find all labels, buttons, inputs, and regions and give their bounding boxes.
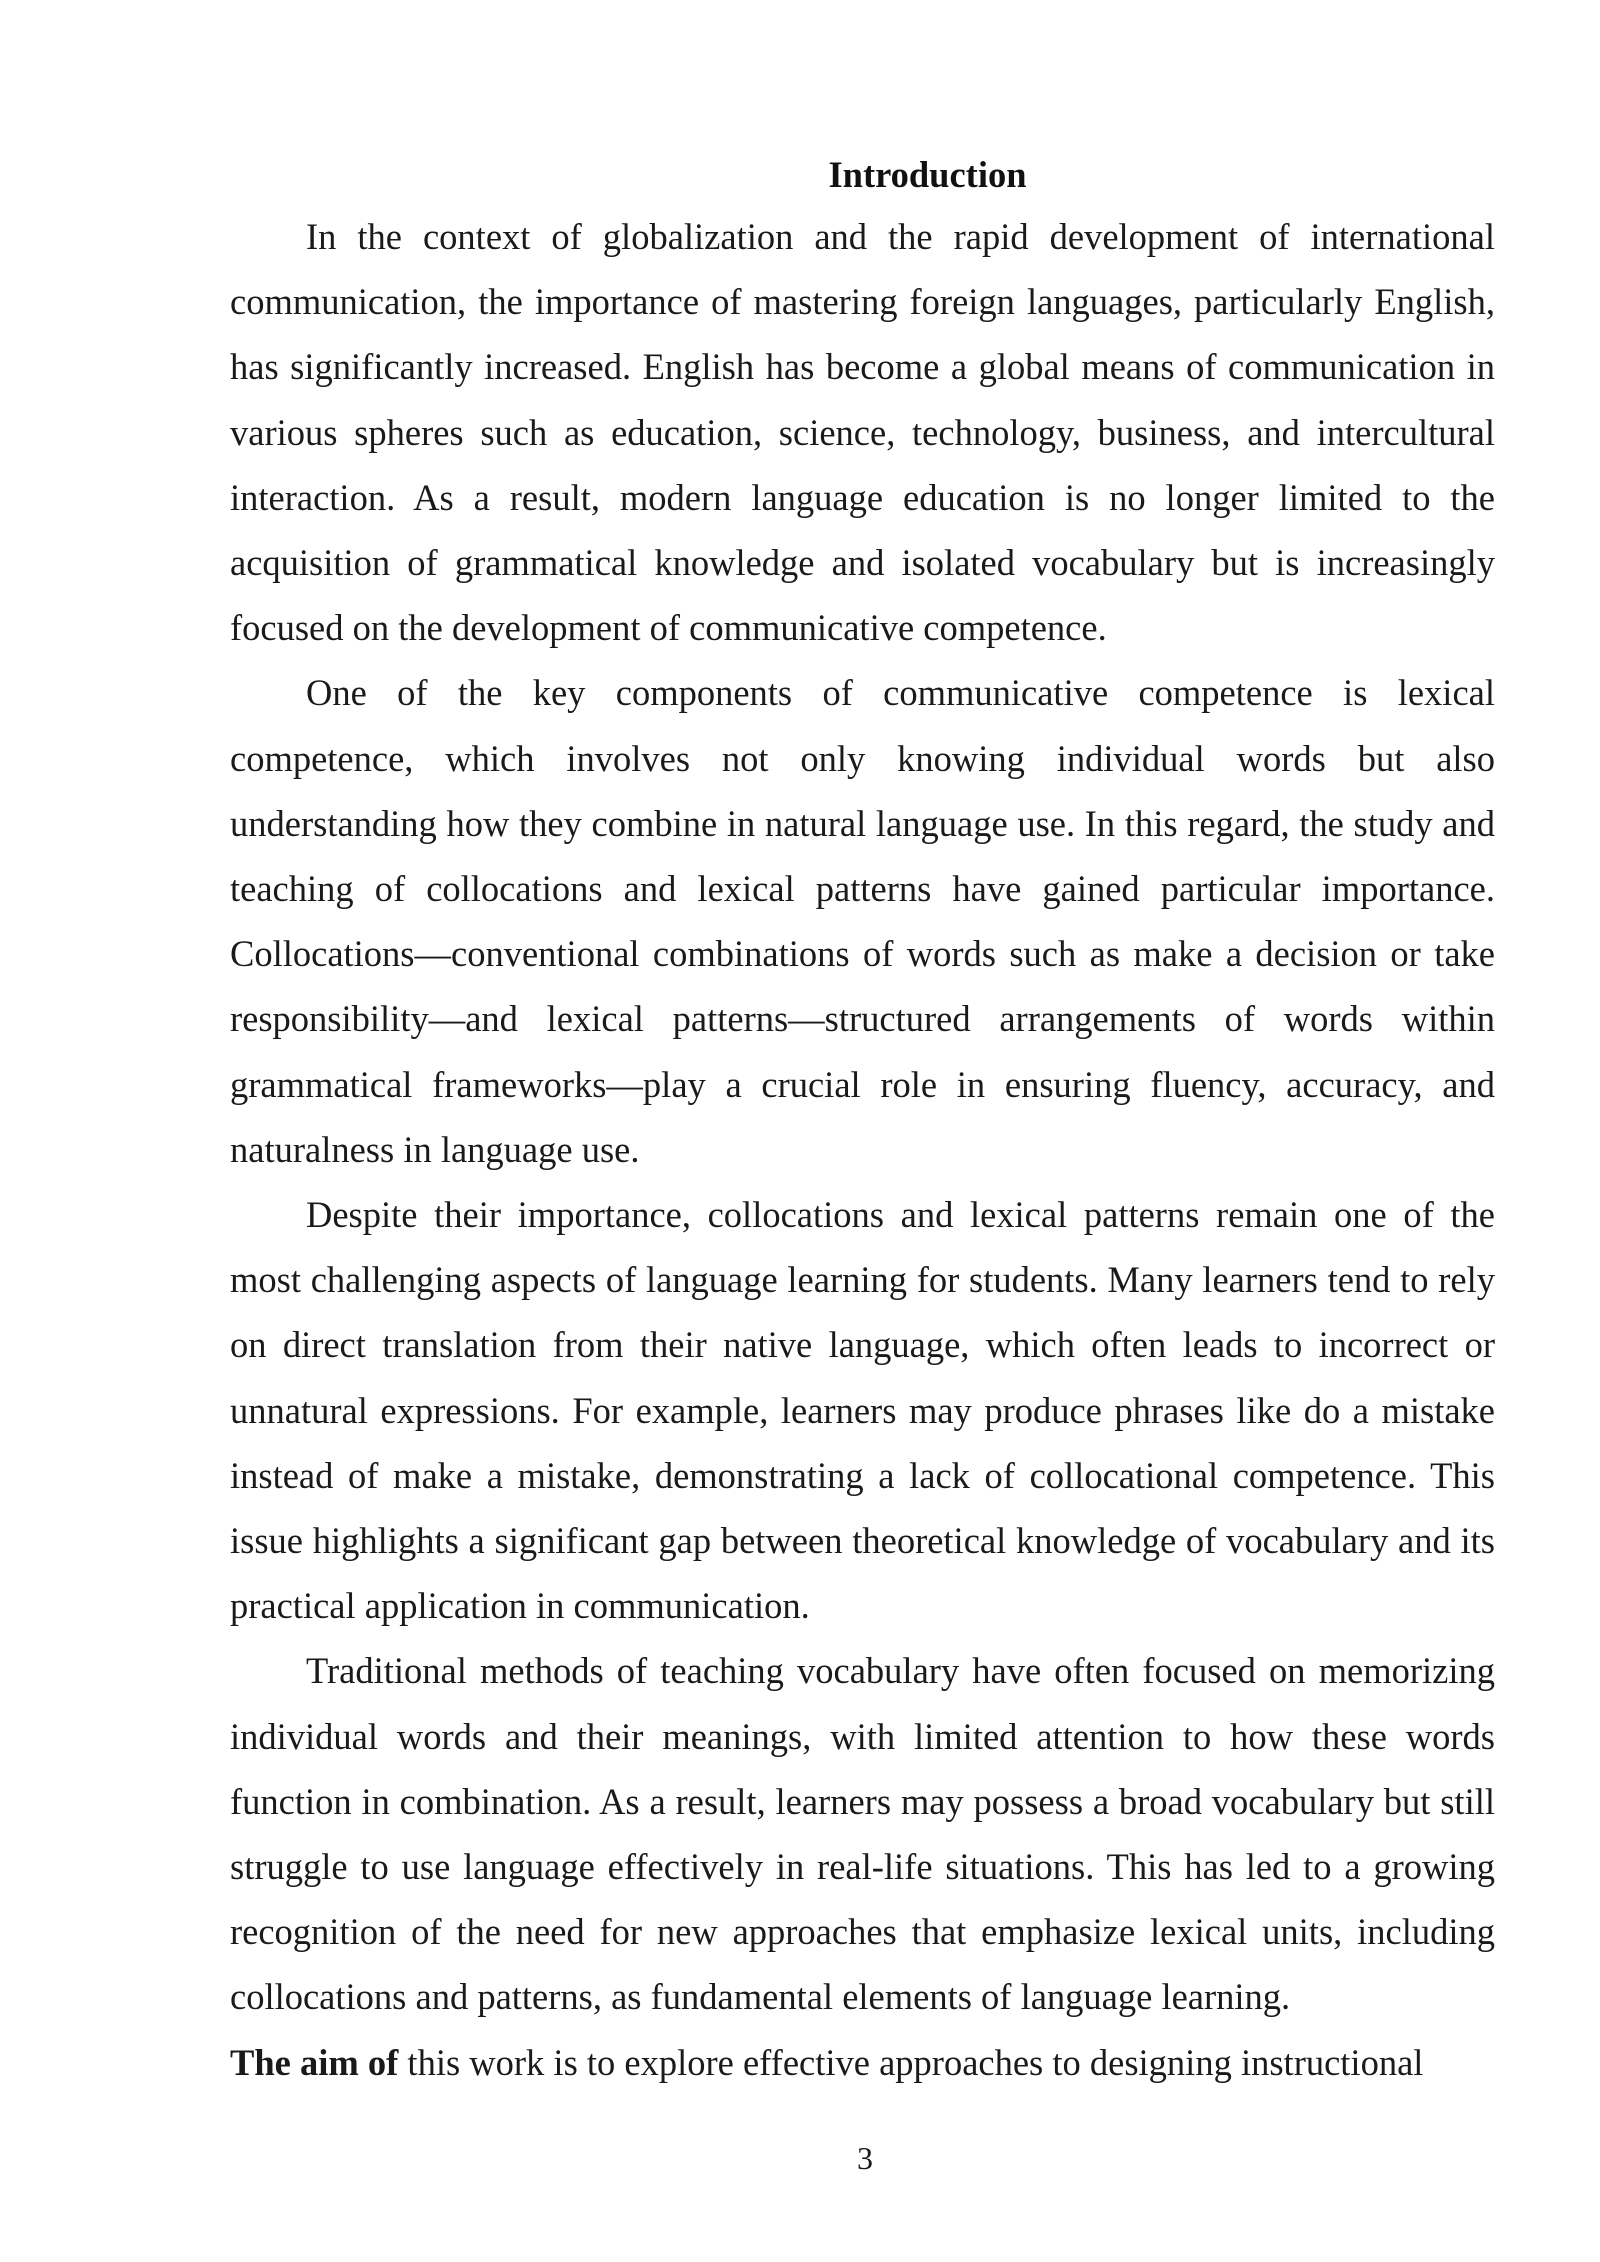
page-number: 3 xyxy=(857,2140,873,2176)
aim-text: this work is to explore effective approaches to designing instructional xyxy=(398,2041,1424,2083)
paragraph-2: One of the key components of communicative competence is lexical competence, which involves not only knowing individual words but also understanding how they combine in natural language use. In this regard, the study and teaching of collocations and lexical patterns have gained particular importance. Collocations—conventional combinations of words such as make a decision or take responsibility—and lexical patterns—structured arrangements of words within grammatical frameworks—play a crucial role in ensuring fluency, accuracy, and naturalness in language use. xyxy=(230,672,1495,1170)
aim-paragraph xyxy=(230,2030,1495,2095)
aim-lead: The aim of xyxy=(230,2041,399,2083)
paragraph-3: Despite their importance, collocations and lexical patterns remain one of the most challenging aspects of language learning for students. Many learners tend to rely on direct translation from their native language, which often leads to incorrect or unnatural expressions. For example, learners may produce phrases like do a mistake instead of make a mistake, demonstrating a lack of collocational competence. This issue highlights a significant gap between theoretical knowledge of vocabulary and its practical application in communication. xyxy=(230,1194,1495,1627)
paragraph-1: In the context of globalization and the rapid development of international communication, the importance of mastering foreign languages, particularly English, has significantly increased. English has become a global means of communication in various spheres such as education, science, technology, business, and intercultural interaction. As a result, modern language education is no longer limited to the acquisition of grammatical knowledge and isolated vocabulary but is increasingly focused on the development of communicative competence. xyxy=(230,216,1495,649)
paragraph-4: Traditional methods of teaching vocabulary have often focused on memorizing individual words and their meanings, with limited attention to how these words function in combination. As a result, learners may possess a broad vocabulary but still struggle to use language effectively in real-life situations. This has led to a growing recognition of the need for new approaches that emphasize lexical units, including collocations and patterns, as fundamental elements of language learning. xyxy=(230,1650,1495,2018)
section-heading: Introduction xyxy=(828,154,1027,195)
page-body xyxy=(230,146,1495,2095)
